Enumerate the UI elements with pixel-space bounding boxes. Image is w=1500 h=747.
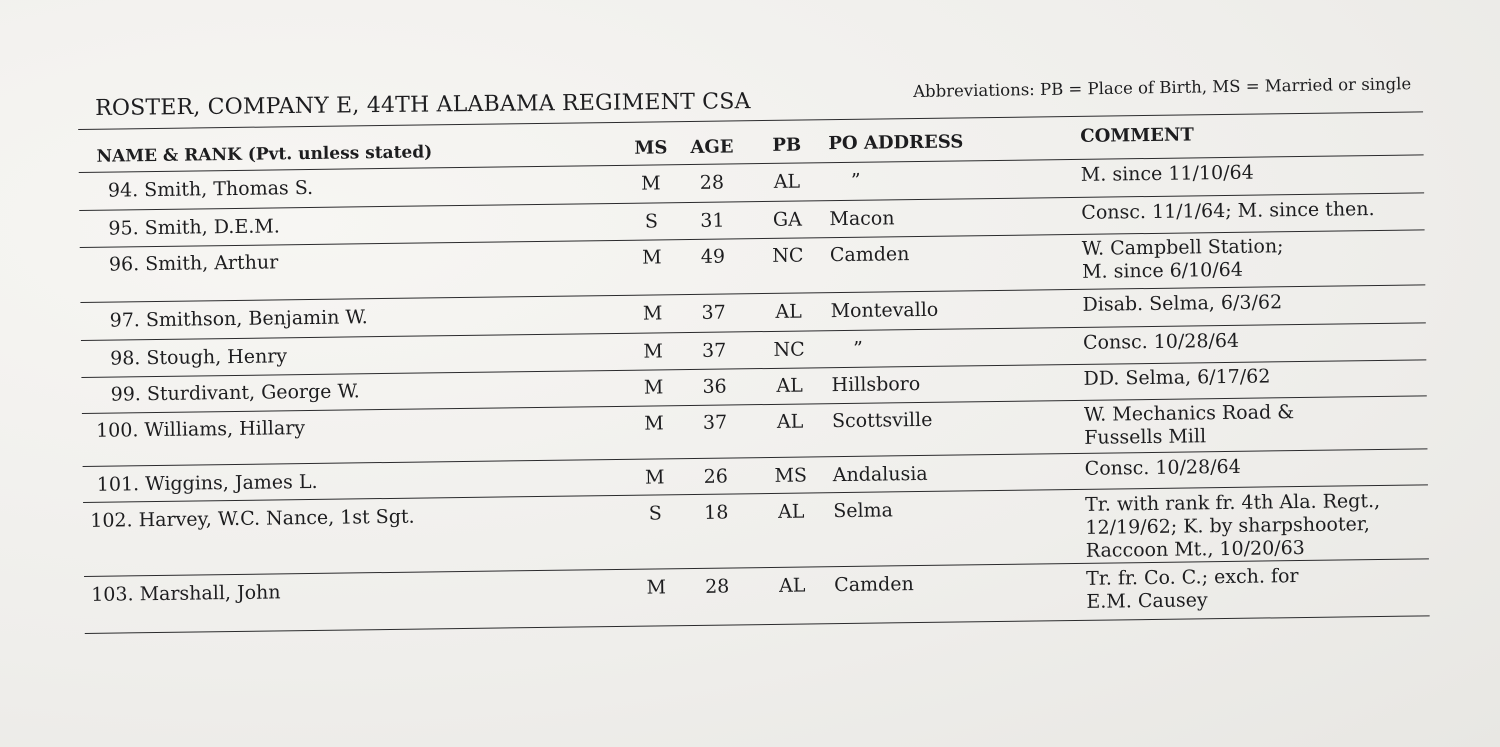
row-comment-line: M. since 11/10/64	[1080, 161, 1254, 186]
row-ms: M	[644, 412, 664, 435]
row-comment	[1082, 291, 1282, 317]
row-age: 37	[702, 411, 728, 434]
row-name: 101. Wiggins, James L.	[96, 470, 318, 496]
row-po-address: Andalusia	[832, 462, 928, 487]
row-comment-line: Fussells Mill	[1084, 425, 1207, 449]
row-comment-line: DD. Selma, 6/17/62	[1083, 365, 1271, 390]
row-pb: AL	[778, 574, 806, 597]
row-ms: M	[646, 576, 667, 599]
row-pb: MS	[774, 464, 808, 487]
row-comment-line: Consc. 11/1/64; M. since then.	[1081, 198, 1375, 224]
header-age: AGE	[690, 136, 734, 158]
row-age: 28	[699, 171, 725, 194]
row-comment-line: Tr. with rank fr. 4th Ala. Regt.,	[1085, 489, 1381, 516]
row-rule	[85, 615, 1430, 634]
row-age: 49	[700, 245, 726, 268]
row-comment-line: E.M. Causey	[1086, 589, 1208, 613]
row-age: 37	[701, 301, 726, 324]
row-comment	[1082, 235, 1284, 284]
row-ms: S	[648, 502, 662, 525]
row-po-address: Hillsboro	[831, 372, 921, 397]
row-comment-line: Consc. 10/28/64	[1082, 329, 1240, 354]
row-pb: GA	[772, 208, 803, 231]
header-name: NAME & RANK (Pvt. unless stated)	[96, 142, 433, 167]
row-name: 100. Williams, Hillary	[95, 417, 306, 442]
row-po-address: Scottsville	[831, 408, 933, 433]
roster-title: ROSTER, COMPANY E, 44TH ALABAMA REGIMENT CSA	[95, 89, 751, 121]
row-name: 97. Smithson, Benjamin W.	[109, 306, 368, 332]
row-po-address: Camden	[829, 243, 910, 267]
row-po-address: ”	[850, 169, 861, 192]
header-comment: COMMENT	[1080, 124, 1194, 147]
row-comment-line: Disab. Selma, 6/3/62	[1082, 291, 1283, 316]
row-po-address: Macon	[829, 207, 895, 231]
row-pb: AL	[776, 410, 804, 433]
row-ms: M	[644, 466, 665, 489]
row-comment	[1083, 365, 1270, 390]
row-ms: M	[643, 340, 664, 363]
row-pb: NC	[773, 338, 805, 361]
row-name: 102. Harvey, W.C. Nance, 1st Sgt.	[90, 505, 415, 532]
header-po-address: PO ADDRESS	[828, 131, 964, 155]
row-comment	[1086, 565, 1299, 614]
row-comment	[1081, 162, 1254, 187]
header-pb: PB	[772, 134, 802, 156]
row-po-address: Montevallo	[830, 298, 939, 323]
row-name: 99. Sturdivant, George W.	[110, 380, 360, 406]
row-age: 36	[702, 375, 727, 398]
row-comment-line: W. Mechanics Road &	[1083, 401, 1295, 426]
row-comment-line: M. since 6/10/64	[1081, 258, 1244, 283]
row-comment-line: Tr. fr. Co. C.; exch. for	[1086, 565, 1299, 590]
row-comment	[1085, 456, 1241, 481]
row-comment	[1085, 490, 1381, 563]
row-pb: AL	[776, 374, 803, 397]
row-name: 95. Smith, D.E.M.	[108, 215, 280, 240]
row-age: 31	[700, 209, 725, 232]
row-comment-line: Raccoon Mt., 10/20/63	[1085, 536, 1305, 562]
row-name: 94. Smith, Thomas S.	[107, 176, 314, 202]
row-ms: S	[644, 210, 659, 233]
row-name: 98. Stough, Henry	[110, 345, 288, 370]
row-age: 18	[704, 501, 729, 524]
row-po-address: ”	[852, 337, 863, 360]
row-comment-line: 12/19/62; K. by sharpshooter,	[1085, 513, 1370, 539]
row-comment-line: W. Campbell Station;	[1081, 235, 1284, 260]
row-ms: M	[642, 246, 662, 269]
row-age: 37	[701, 339, 727, 362]
row-po-address: Selma	[833, 499, 894, 523]
row-pb: AL	[775, 300, 802, 323]
row-comment	[1081, 198, 1375, 225]
abbreviations-note: Abbreviations: PB = Place of Birth, MS = Married or single	[913, 74, 1412, 101]
row-pb: AL	[777, 500, 805, 523]
row-name: 103. Marshall, John	[91, 581, 281, 606]
row-ms: M	[643, 376, 664, 399]
row-po-address: Camden	[834, 573, 914, 597]
row-comment-line: Consc. 10/28/64	[1084, 455, 1241, 480]
row-age: 28	[704, 575, 730, 598]
row-age: 26	[703, 465, 729, 488]
row-pb: AL	[773, 170, 801, 193]
row-name: 96. Smith, Arthur	[108, 251, 279, 276]
row-ms: M	[641, 172, 661, 195]
row-comment	[1083, 330, 1239, 355]
header-ms: MS	[634, 137, 668, 159]
row-comment	[1084, 401, 1295, 450]
row-pb: NC	[772, 244, 804, 267]
row-ms: M	[642, 302, 663, 325]
